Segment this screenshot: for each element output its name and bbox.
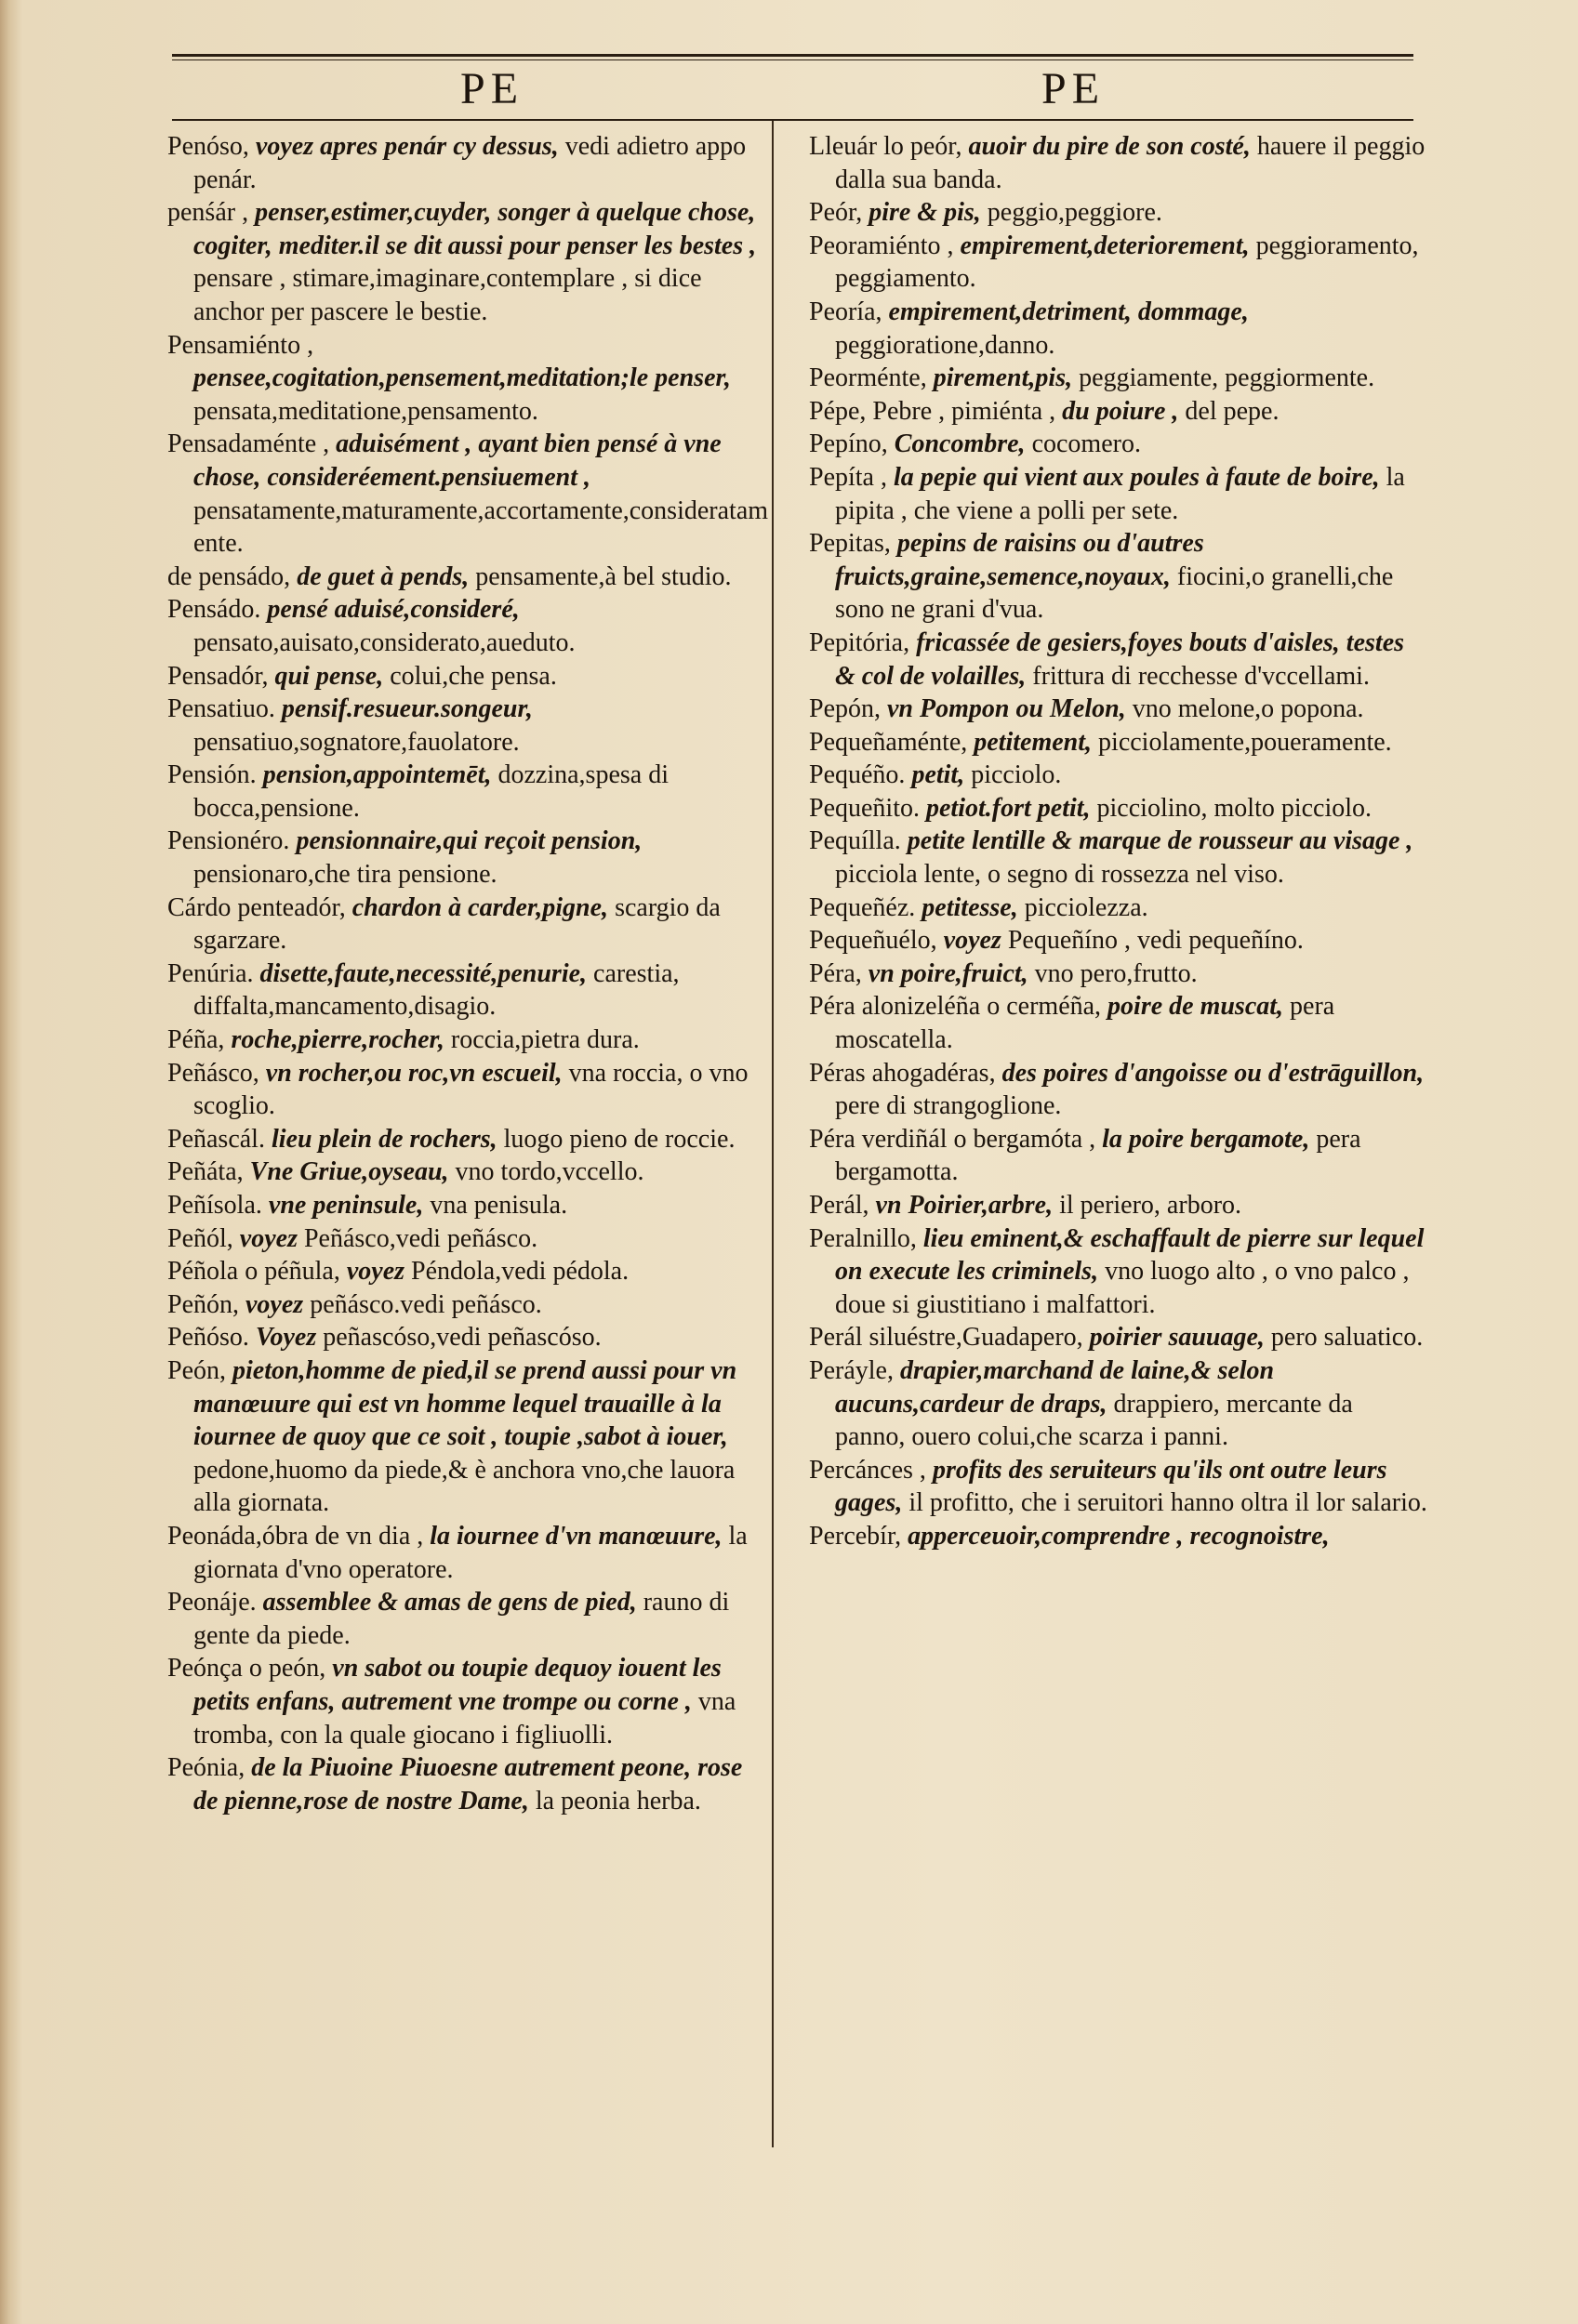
entry-french-gloss: empirement,detriment, dommage, (888, 297, 1249, 326)
entry-italian-gloss: hauere il peggio dalla sua banda. (835, 132, 1426, 194)
entry-french-gloss: voyez (245, 1289, 304, 1319)
left-column (167, 130, 772, 1817)
entry-headword: Péras ahogadéras, (809, 1058, 996, 1088)
dictionary-entry (809, 1189, 1427, 1222)
entry-italian-gloss: Pequeñíno , vedi pequeñíno. (1007, 926, 1304, 956)
entry-french-gloss: chardon à carder,pigne, (351, 892, 609, 922)
entry-headword: Péra, (809, 958, 862, 988)
entry-french-gloss: voyez (943, 926, 1001, 956)
entry-french-gloss: profits des seruiteurs qu'ils ont outre leurs gages, (835, 1455, 1387, 1518)
entry-french-gloss: lieu eminent,& eschaffault de pierre sur lequel on execute les criminels, (835, 1223, 1425, 1287)
dictionary-entry (167, 693, 772, 759)
dictionary-entry (809, 1354, 1427, 1454)
entry-italian-gloss: pensatiuo,sognatore,fauolatore. (193, 727, 520, 757)
entry-headword: Penóso, (167, 132, 249, 161)
entry-italian-gloss: la peonia herba. (535, 1786, 701, 1816)
running-head-right: PE (1041, 64, 1106, 113)
entry-headword: Peonáje. (167, 1588, 257, 1618)
dictionary-entry (809, 1321, 1427, 1354)
entry-headword: Penúria. (167, 958, 254, 988)
entry-french-gloss: Concombre, (894, 429, 1026, 459)
entry-french-gloss: vne peninsule, (268, 1191, 424, 1220)
column-divider (772, 121, 774, 2147)
top-rule-thin (172, 59, 1413, 60)
dictionary-entry (167, 1321, 772, 1354)
entry-italian-gloss: frittura di recchesse d'vccellami. (1032, 661, 1370, 691)
entry-french-gloss: la pepie qui vient aux poules à faute de boire, (894, 462, 1380, 492)
entry-italian-gloss: il profitto, che i seruitori hanno oltra il lor salario. (908, 1488, 1427, 1518)
entry-french-gloss: du poiure , (1062, 396, 1179, 426)
dictionary-entry (809, 461, 1427, 527)
entry-italian-gloss: vno luogo alto , o vno palco , doue si giustitiano i malfattori. (835, 1257, 1410, 1319)
entry-italian-gloss: peñascóso,vedi peñascóso. (323, 1323, 602, 1353)
entry-italian-gloss: peggio,peggiore. (987, 198, 1162, 228)
dictionary-entry (809, 693, 1427, 726)
entry-headword: Pensadaménte , (167, 429, 330, 459)
entry-italian-gloss: drappiero, mercante da panno, ouero colui,che scarza i panni. (835, 1389, 1353, 1452)
entry-headword: Peoramiénto , (809, 231, 954, 260)
entry-french-gloss: pensionnaire,qui reçoit pension, (296, 826, 643, 856)
dictionary-entry (167, 130, 772, 196)
entry-headword: Pépe, Pebre , pimiénta , (809, 396, 1056, 426)
entry-french-gloss: Vne Griue,oyseau, (249, 1157, 449, 1187)
entry-french-gloss: vn Poirier,arbre, (875, 1191, 1054, 1220)
entry-italian-gloss: cocomero. (1031, 429, 1141, 459)
entry-italian-gloss: roccia,pietra dura. (450, 1025, 640, 1055)
dictionary-entry (167, 1751, 772, 1817)
entry-italian-gloss: peñásco.vedi peñásco. (310, 1289, 542, 1319)
entry-french-gloss: aduisément , ayant bien pensé à vne chose, consideréement.pensiuement , (193, 429, 722, 492)
entry-italian-gloss: vno melone,o popona. (1132, 694, 1364, 724)
dictionary-entry (809, 1520, 1427, 1553)
entry-french-gloss: pension,appointemēt, (262, 760, 492, 790)
entry-italian-gloss: peggiamente, peggiormente. (1079, 363, 1375, 393)
entry-italian-gloss: fiocini,o granelli,che sono ne grani d'vua. (835, 561, 1394, 625)
entry-italian-gloss: pero saluatico. (1270, 1323, 1424, 1353)
entry-french-gloss: des poires d'angoisse ou d'estrāguillon, (1001, 1058, 1425, 1088)
entry-french-gloss: fricassée de gesiers,foyes bouts d'aisles, testes & col de volailles, (835, 627, 1405, 691)
entry-italian-gloss: pensamente,à bel studio. (475, 561, 732, 591)
entry-headword: Peñón, (167, 1289, 239, 1319)
entry-italian-gloss: pensatamente,maturamente,accortamente,consideratamente. (193, 495, 769, 559)
entry-italian-gloss: la giornata d'vno operatore. (193, 1521, 748, 1584)
entry-headword: Peñascál. (167, 1124, 265, 1154)
entry-headword: Peráyle, (809, 1355, 894, 1385)
entry-italian-gloss: del pepe. (1185, 396, 1280, 426)
entry-french-gloss: pensé aduisé,consideré, (267, 595, 520, 625)
dictionary-entry (167, 1123, 772, 1156)
entry-italian-gloss: scargio da sgarzare. (193, 892, 721, 956)
entry-french-gloss: Voyez (255, 1323, 317, 1353)
dictionary-entry (167, 1057, 772, 1123)
entry-french-gloss: roche,pierre,rocher, (231, 1025, 444, 1055)
entry-italian-gloss: pensato,auisato,considerato,aueduto. (193, 627, 576, 657)
entry-headword: Pepitas, (809, 529, 891, 559)
entry-french-gloss: vn Pompon ou Melon, (887, 694, 1126, 724)
entry-french-gloss: voyez apres penár cy dessus, (255, 132, 559, 161)
dictionary-entry (809, 428, 1427, 461)
entry-headword: Pepíno, (809, 429, 888, 459)
entry-italian-gloss: Peñásco,vedi peñásco. (303, 1223, 538, 1253)
entry-french-gloss: empirement,deteriorement, (960, 231, 1250, 260)
entry-french-gloss: pensee,cogitation,pensement,meditation;le penser, (193, 363, 731, 393)
entry-french-gloss: assemblee & amas de gens de pied, (262, 1588, 637, 1618)
dictionary-entry (167, 1222, 772, 1256)
entry-headword: Pensionéro. (167, 826, 290, 856)
entry-italian-gloss: colui,che pensa. (390, 661, 557, 691)
entry-french-gloss: petitement, (974, 727, 1093, 757)
entry-italian-gloss: pedone,huomo da piede,& è anchora vno,che lauora alla giornata. (193, 1455, 736, 1518)
entry-italian-gloss: dozzina,spesa di bocca,pensione. (193, 760, 669, 823)
entry-headword: Pequeñéz. (809, 892, 916, 922)
entry-headword: Pensádo. (167, 595, 261, 625)
entry-headword: Cárdo penteadór, (167, 892, 346, 922)
dictionary-entry (809, 230, 1427, 296)
entry-headword: Péña, (167, 1025, 225, 1055)
entry-italian-gloss: il periero, arboro. (1059, 1191, 1242, 1220)
entry-french-gloss: apperceuoir,comprendre , recognoistre, (908, 1521, 1330, 1551)
dictionary-entry (167, 196, 772, 328)
entry-italian-gloss: vna tromba, con la quale giocano i figliuolli. (193, 1686, 736, 1750)
dictionary-entry (809, 990, 1427, 1056)
entry-french-gloss: poirier sauuage, (1089, 1323, 1265, 1353)
entry-headword: Pequeñuélo, (809, 926, 937, 956)
entry-headword: Peorménte, (809, 363, 927, 393)
entry-headword: Pensadór, (167, 661, 269, 691)
entry-french-gloss: pieton,homme de pied,il se prend aussi pour vn manœuure qui est vn homme lequel trauaille à la iournee de quoy que ce soit , toupie ,sabot à iouer, (193, 1355, 737, 1452)
entry-headword: Peñásco, (167, 1058, 259, 1088)
dictionary-entry (167, 825, 772, 891)
entry-italian-gloss: vna roccia, o vno scoglio. (193, 1058, 749, 1121)
dictionary-entry (167, 1288, 772, 1322)
entry-headword: Pequeñito. (809, 793, 920, 823)
entry-headword: Peoría, (809, 297, 882, 326)
entry-headword: Pequílla. (809, 826, 901, 856)
entry-italian-gloss: pensata,meditatione,pensamento. (193, 396, 538, 426)
dictionary-entry (809, 1222, 1427, 1322)
entry-headword: Pepíta , (809, 462, 887, 492)
entry-headword: Percánces , (809, 1455, 926, 1485)
dictionary-entry (809, 924, 1427, 957)
right-column (809, 130, 1427, 1553)
dictionary-entry (167, 1023, 772, 1057)
dictionary-entry (809, 825, 1427, 891)
dictionary-entry (809, 891, 1427, 925)
entry-headword: de pensádo, (167, 561, 291, 591)
entry-headword: Peñísola. (167, 1191, 262, 1220)
entry-french-gloss: voyez (346, 1257, 405, 1287)
entry-italian-gloss: vna penisula. (430, 1191, 568, 1220)
dictionary-entry (809, 196, 1427, 230)
entry-headword: Pequeñaménte, (809, 727, 968, 757)
entry-italian-gloss: pera moscatella. (835, 992, 1335, 1055)
dictionary-entry (809, 1057, 1427, 1123)
entry-italian-gloss: picciolezza. (1024, 892, 1148, 922)
entry-headword: Peónia, (167, 1753, 245, 1783)
entry-headword: Peonáda,óbra de vn dia , (167, 1521, 424, 1551)
entry-french-gloss: lieu plein de rochers, (271, 1124, 497, 1154)
entry-headword: Péra alonizeléña o cerméña, (809, 992, 1102, 1022)
entry-headword: Percebír, (809, 1521, 902, 1551)
dictionary-entry (167, 428, 772, 560)
entry-french-gloss: la iournee d'vn manœuure, (430, 1521, 723, 1551)
header-rule (172, 119, 1413, 121)
entry-headword: Peón, (167, 1355, 226, 1385)
entry-french-gloss: petite lentille & marque de rousseur au visage , (907, 826, 1413, 856)
entry-headword: Peñóso. (167, 1323, 249, 1353)
dictionary-entry (809, 395, 1427, 429)
entry-french-gloss: qui pense, (274, 661, 384, 691)
running-head-left: PE (460, 64, 524, 113)
entry-french-gloss: pire & pis, (869, 198, 981, 228)
dictionary-entry (167, 1189, 772, 1222)
entry-french-gloss: auoir du pire de son costé, (968, 132, 1251, 161)
entry-headword: Perál siluéstre,Guadapero, (809, 1323, 1083, 1353)
dictionary-entry (809, 1123, 1427, 1189)
dictionary-entry (809, 792, 1427, 825)
entry-french-gloss: pensif.resueur.songeur, (281, 694, 533, 724)
entry-french-gloss: poire de muscat, (1107, 992, 1284, 1022)
entry-italian-gloss: vedi adietro appo penár. (193, 132, 747, 194)
dictionary-entry (167, 561, 772, 594)
dictionary-entry (809, 726, 1427, 759)
dictionary-entry (809, 759, 1427, 792)
entry-french-gloss: la poire bergamote, (1102, 1124, 1310, 1154)
entry-italian-gloss: picciolino, molto picciolo. (1096, 793, 1372, 823)
entry-headword: Pepitória, (809, 627, 910, 657)
entry-french-gloss: drapier,marchand de laine,& selon aucuns,cardeur de draps, (835, 1355, 1275, 1419)
dictionary-entry (809, 130, 1427, 196)
entry-headword: Péñola o péñula, (167, 1257, 340, 1287)
entry-headword: Pepón, (809, 694, 881, 724)
entry-headword: Peór, (809, 198, 863, 228)
entry-headword: Pensamiénto , (167, 330, 314, 360)
entry-french-gloss: voyez (239, 1223, 298, 1253)
dictionary-entry (167, 1652, 772, 1751)
dictionary-entry (167, 660, 772, 693)
entry-french-gloss: penser,estimer,cuyder, songer à quelque chose, cogiter, mediter.il se dit aussi pour penser les bestes , (193, 198, 757, 260)
entry-italian-gloss: picciolamente,poueramente. (1098, 727, 1392, 757)
entry-headword: Peralnillo, (809, 1223, 917, 1253)
dictionary-entry (809, 627, 1427, 693)
entry-french-gloss: disette,faute,necessité,penurie, (259, 958, 588, 988)
entry-headword: Péra verdiñál o bergamóta , (809, 1124, 1096, 1154)
dictionary-entry (167, 593, 772, 659)
entry-french-gloss: vn sabot ou toupie dequoy iouent les petits enfans, autrement vne trompe ou corne , (193, 1654, 722, 1716)
dictionary-entry (809, 957, 1427, 991)
dictionary-entry (809, 296, 1427, 362)
entry-italian-gloss: la pipita , che viene a polli per sete. (835, 462, 1405, 525)
entry-headword: Peñól, (167, 1223, 233, 1253)
entry-italian-gloss: Péndola,vedi pédola. (411, 1257, 630, 1287)
entry-french-gloss: petit, (911, 760, 965, 790)
entry-french-gloss: pirement,pis, (933, 363, 1073, 393)
entry-french-gloss: vn rocher,ou roc,vn escueil, (265, 1058, 563, 1088)
entry-french-gloss: de la Piuoine Piuoesne autrement peone, rose de pienne,rose de nostre Dame, (193, 1753, 743, 1816)
entry-headword: Peónça o peón, (167, 1654, 326, 1684)
entry-italian-gloss: peggioramento, peggiamento. (835, 231, 1419, 294)
entry-italian-gloss: picciolo. (971, 760, 1062, 790)
dictionary-entry (167, 1354, 772, 1520)
entry-italian-gloss: vno tordo,vccello. (455, 1157, 644, 1187)
entry-italian-gloss: vno pero,frutto. (1034, 958, 1198, 988)
entry-headword: Perál, (809, 1191, 869, 1220)
entry-headword: Pensión. (167, 760, 257, 790)
dictionary-entry (167, 1155, 772, 1189)
entry-headword: Peñáta, (167, 1157, 244, 1187)
dictionary-entry (809, 1454, 1427, 1520)
entry-italian-gloss: pere di strangoglione. (835, 1091, 1062, 1121)
dictionary-entry (167, 329, 772, 429)
dictionary-entry (167, 1586, 772, 1652)
entry-french-gloss: petitesse, (922, 892, 1018, 922)
dictionary-entry (167, 1520, 772, 1586)
entry-italian-gloss: picciola lente, o segno di rossezza nel viso. (835, 860, 1284, 890)
entry-italian-gloss: luogo pieno de roccie. (503, 1124, 736, 1154)
entry-italian-gloss: pensionaro,che tira pensione. (193, 860, 497, 890)
entry-italian-gloss: peggioratione,danno. (835, 330, 1055, 360)
dictionary-entry (167, 957, 772, 1023)
entry-french-gloss: vn poire,fruict, (868, 958, 1028, 988)
entry-headword: penśár , (167, 198, 249, 228)
entry-headword: Pequéño. (809, 760, 906, 790)
entry-italian-gloss: pera bergamotta. (835, 1124, 1361, 1187)
entry-headword: Lleuár lo peór, (809, 132, 962, 161)
entry-french-gloss: petiot.fort petit, (926, 793, 1091, 823)
entry-italian-gloss: pensare , stimare,imaginare,contemplare , si dice anchor per pascere le bestie. (193, 264, 702, 326)
entry-french-gloss: de guet à pends, (297, 561, 470, 591)
dictionary-entry (809, 362, 1427, 395)
top-rule (172, 54, 1413, 57)
dictionary-entry (809, 527, 1427, 627)
entry-headword: Pensatiuo. (167, 694, 275, 724)
entry-french-gloss: pepins de raisins ou d'autres fruicts,graine,semence,noyaux, (835, 529, 1204, 591)
entry-italian-gloss: carestia, diffalta,mancamento,disagio. (193, 958, 680, 1022)
dictionary-entry (167, 759, 772, 825)
entry-italian-gloss: rauno di gente da piede. (193, 1588, 730, 1650)
dictionary-entry (167, 1255, 772, 1288)
dictionary-entry (167, 891, 772, 957)
